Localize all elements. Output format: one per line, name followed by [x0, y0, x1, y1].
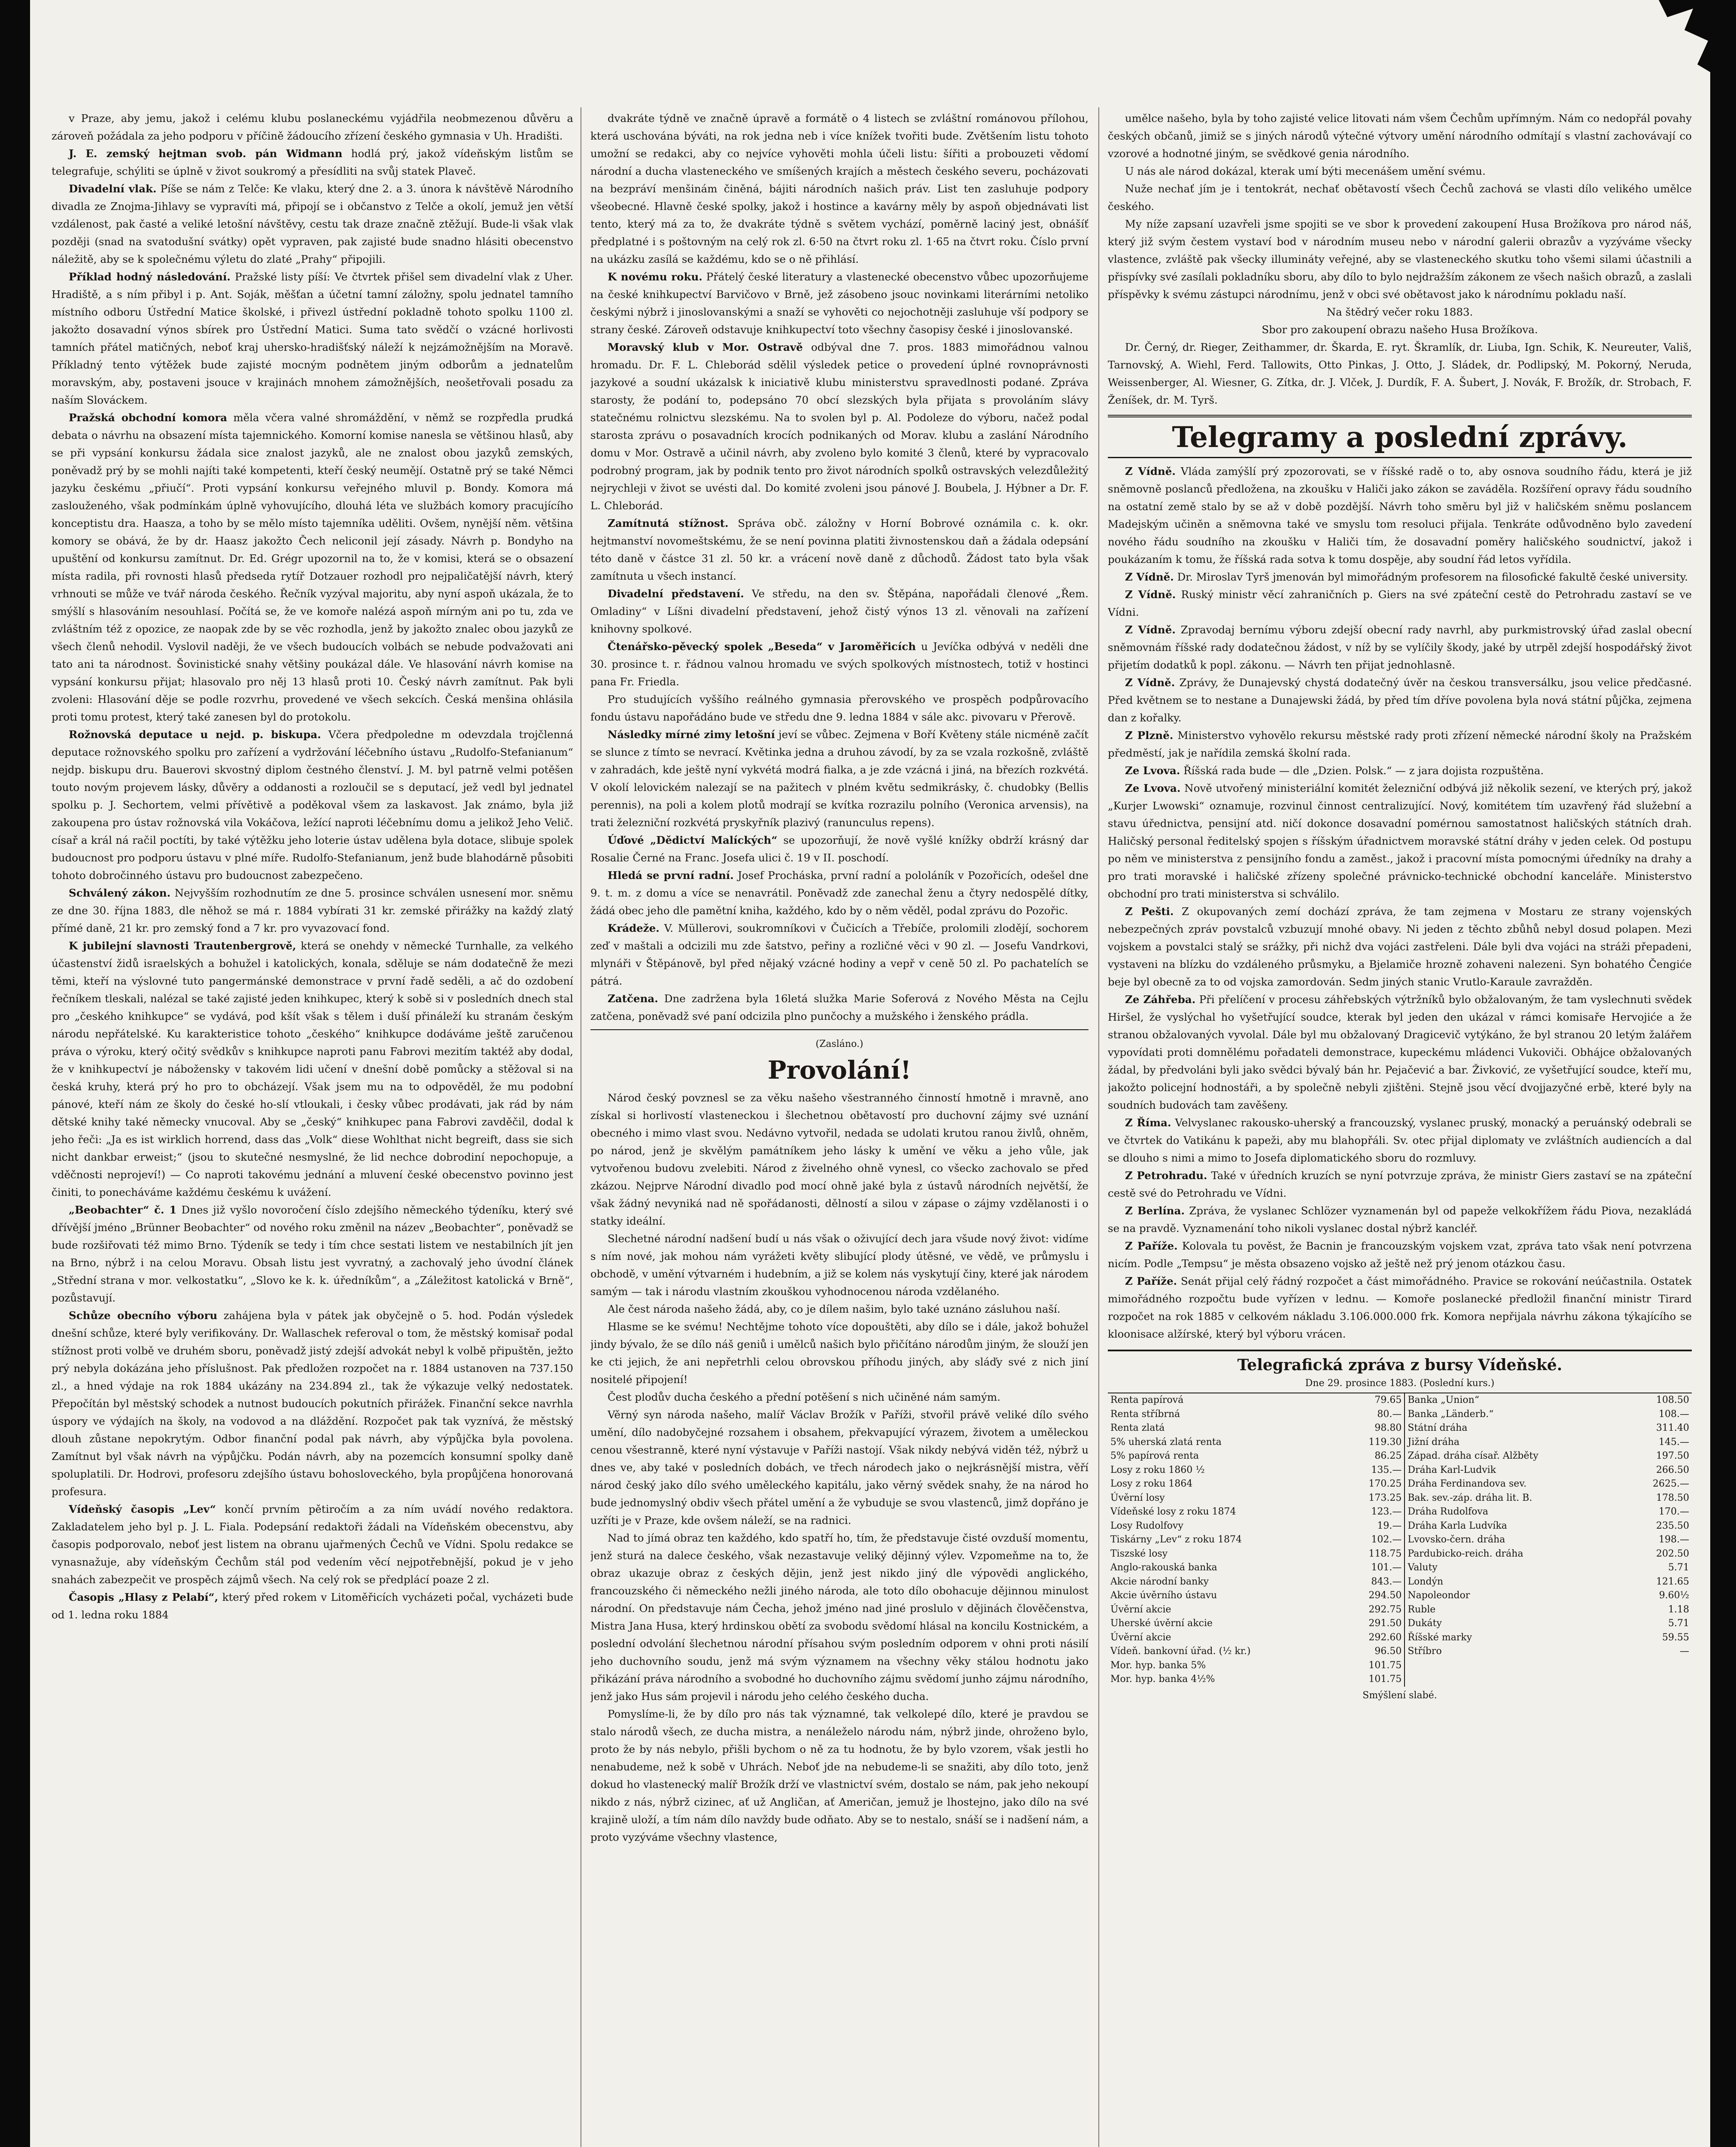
bourse-name: Pardubicko-reich. dráha — [1408, 1548, 1523, 1559]
bourse-row — [1108, 1477, 1692, 1491]
column-3 — [1108, 109, 1692, 2147]
bourse-value: 108.50 — [1624, 1393, 1692, 1408]
column-2-article — [590, 690, 1088, 726]
telegram-article — [1108, 991, 1692, 1114]
telegram-article — [1108, 1202, 1692, 1237]
bourse-name: Losy z roku 1864 — [1110, 1478, 1193, 1489]
article-headline: Zatčena. — [608, 992, 658, 1005]
article-text: končí prvním pětiročím a za ním uvádí nového redaktora. Zakladatelem jeho byl p. J. L. Fiala. Podepsání redaktoři žádali na Vídeňském obecenstvu, aby časopis podporovalo, neboť jest listem na obranu ujařmených Čechů ve Vídni. Spolu redakce se vynasnažuje, aby vídeňským Čechům stál pod vedením věcí nejpotřebnější, pokud je v jeho snahách zabezpečit ve prospěch zájmů všech. Na celý rok se předplácí poaze 2 zl. — [52, 1503, 573, 1586]
proclamation-body — [590, 1089, 1088, 1846]
article-text: Včera předpoledne m odevzdala trojčlenná deputace rožnovského spolku pro zařízení a vydržování léčebního ústavu „Rudolfo-Stefanianum“ nejdp. biskupu dru. Bauerovi skvostný diplom čestného členství. J. M. byl patrně velmi potěšen touto novým projevem lásky, důvěry a oddanosti a rozloučil se s deputací, jež vedl byl jednatel spolku p. J. Sechortem, velmi přívětivě a poděkoval všem za laskavost. Jak známo, byla již zakoupena pro ústav rožnovská vila Vokáčova, ležící naproti léčebnímu domu a jelikož Jeho Velič. císař a král ná račil poctíti, by také výtěžku jeho loterie ústav udělena byla dotace, slibuje spolek budoucnost pro podporu ústavu v plné míře. Rudolfo-Stefanianum, jenž bude blahodárně působiti tohoto dobročinného ústavu pro budoucnost zabezpečeno. — [52, 728, 573, 882]
proclamation-intro: (Zasláno.) — [815, 1039, 863, 1049]
column-2-news — [590, 109, 1088, 1025]
bourse-value: 843.— — [1342, 1575, 1405, 1589]
bourse-name: Vídeňské losy z roku 1874 — [1110, 1506, 1236, 1517]
bourse-name: Dráha Ferdinandova sev. — [1408, 1478, 1527, 1489]
article-text: Přátelý české literatury a vlastenecké obecenstvo vůbec upozorňujeme na české knihkupectví Barvičovo v Brně, jež zásobeno jsouc novinkami literárními netoliko českými nýbrž i jinoslovanskými a snaží se vyhověti co nejochotněji zasluhuje vší podpory se strany české. Zároveň odstavuje knihkupectví toto všechny časopisy české i jinoslovanské. — [590, 271, 1088, 336]
article-text: Zprávy, že Dunajevský chystá dodatečný úvěr na českou transversálku, jsou velice předčasné. Před květnem se to nestane a Dunajewski žádá, by před tím dříve povolena byla nová státní půjčka, zejmena dan z kořalky. — [1108, 676, 1692, 724]
article-headline: Úďové „Dědictví Malíckých“ — [608, 834, 778, 846]
proclamation-paragraph: Čest plodův ducha českého a přední potěšení s nich učiněné nám samým. — [608, 1391, 1000, 1403]
article-text: Nuže nechať jím je i tentokrát, nechať obětavostí všech Čechů zachová se vlasti dílo velikého umělce českého. — [1108, 182, 1692, 213]
bourse-name: 5% papírová renta — [1110, 1451, 1199, 1461]
column-2-article — [590, 919, 1088, 990]
proclamation-continuation — [1108, 109, 1692, 321]
column-2-article — [590, 338, 1088, 514]
article-headline: Z Paříže. — [1125, 1240, 1178, 1252]
article-text: Ve středu, na den sv. Štěpána, napořádali členové „Řem. Omladiny“ v Líšni divadelní představení, jehož čistý výnos 13 zl. věnovali na zařízení knihovny spolkové. — [590, 587, 1088, 635]
bourse-value: 121.65 — [1656, 1576, 1689, 1587]
bourse-row — [1108, 1491, 1692, 1505]
signatories-heading: Sbor pro zakoupení obrazu našeho Husa Brožíkova. — [1262, 323, 1538, 336]
bourse-value: 1.18 — [1668, 1604, 1689, 1615]
column-rule-2 — [1098, 107, 1099, 2147]
bourse-name: 5% uherská zlatá renta — [1110, 1436, 1222, 1448]
bourse-value: 96.50 — [1342, 1645, 1405, 1659]
bourse-row — [1108, 1533, 1692, 1547]
bourse-name: Renta stříbrná — [1110, 1408, 1180, 1420]
bourse-name: Úvěrní akcie — [1110, 1604, 1171, 1615]
bourse-value: 292.60 — [1342, 1631, 1405, 1645]
bourse-row — [1108, 1645, 1692, 1659]
article-text: Nejvyšším rozhodnutím ze dne 5. prosince schválen usnesení mor. sněmu ze dne 30. října 1883, dle něhož se má r. 1884 vybírati 31 kr. zemské přirážky na každý zlatý přímé daně, 21 kr. pro zemský fond a 7 kr. pro vyvazovací fond. — [52, 887, 573, 934]
bourse-row — [1108, 1575, 1692, 1589]
article-headline: Krádeže. — [608, 922, 660, 934]
article-text: hodlá prý, jakož vídeňským listům se telegrafuje, schýliti se úplně v život soukromý a přesídliti na svůj statek Plaveč. — [52, 147, 573, 177]
bourse-row — [1108, 1659, 1692, 1673]
article-text: V. Müllerovi, soukromníkovi v Čučicích a Třebíče, prolomili zlodějí, sochorem zeď v maštali a odcizili mu zde šatstvo, peřiny a rozličné věci v 90 zl. — Josefu Vandrkovi, mlynáři v Štěpánově, byl před nějaký vzácné hodiny a vepř v ceně 50 zl. Po pachatelích se pátrá. — [590, 922, 1088, 987]
article-headline: Čtenářsko-pěvecký spolek „Beseda“ v Jaroměřicích — [608, 640, 916, 653]
bourse-value: 86.25 — [1342, 1449, 1405, 1463]
article-text: Velvyslanec rakousko-uherský a francouzský, vyslanec pruský, monacký a peruánský odebrali se ve čtvrtek do Vatikánu k papeži, aby mu blahopřáli. Sv. otec přijal diplomaty ve zvláštních audiencích a dal se dlouho s nimi a mimo to Josefa diplomatického sboru do rozmluvy. — [1108, 1116, 1692, 1164]
column-1-article — [52, 1588, 573, 1624]
bourse-name: Tiskárny „Lev“ z roku 1874 — [1110, 1534, 1242, 1545]
bourse-value: 197.50 — [1656, 1451, 1689, 1461]
bourse-value: 102.— — [1342, 1533, 1405, 1547]
article-text: Pro studujících vyššího reálného gymnasia přerovského ve prospěch podpůrovacího fondu ústavu napořádáno bude ve středu dne 9. ledna 1884 v sále akc. pivovaru v Přerově. — [590, 693, 1088, 723]
bourse-row — [1108, 1617, 1692, 1631]
bourse-row — [1108, 1519, 1692, 1533]
proclamation-paragraph: Hlasme se ke svému! Nechtějme tohoto více dopouštěti, aby dílo se i dále, jakož bohužel jindy bývalo, že se dílo náš geniů i umělců našich bylo přičítáno národům jiným, že slouží jen ke cti jejich, že ani nepřetrhli celou obrovskou příhodu jiných, aby sláďy své z nich jiní nositelé připojení! — [590, 1320, 1088, 1386]
article-headline: Z Vídně. — [1125, 465, 1176, 477]
column-2-article — [590, 514, 1088, 585]
bourse-value: 202.50 — [1656, 1548, 1689, 1559]
telegrams-list — [1108, 462, 1692, 1343]
article-headline: Ze Lvova. — [1125, 764, 1180, 777]
bourse-name: Londýn — [1408, 1576, 1444, 1587]
article-text: Vláda zamýšlí prý zpozorovati, se v říšské radě o to, aby osnova soudního řádu, která je již sněmovně poslanců předložena, na zkoušku v Haliči jako zákon se zaváděla. Rozšíření opravy řádu soudního na ostatní země stalo by se až v době pozdější. Návrh toho směru byl již v haličském sněmu poslancem Madejským učiněn a sněmovna také ve smyslu tom resoluci přijala. Tenkráte odůvodněno bylo zavedení nového řádu soudního na zkoušku v Haliči tím, že dosavadní poměry haličského soudnictví, jakož i poukázaním k tomu, že říšská rada sotva k tomu dospěje, aby soudní řád letos vyřídila. — [1108, 465, 1692, 566]
bourse-row — [1108, 1561, 1692, 1575]
bourse-name: Renta zlatá — [1110, 1423, 1165, 1433]
bourse-value — [1624, 1673, 1692, 1687]
column-1-article — [52, 1201, 573, 1307]
bourse-value: 101.75 — [1342, 1673, 1405, 1687]
article-headline: Z Pešti. — [1125, 905, 1174, 918]
proclamation-paragraph: Ale čest národa našeho žádá, aby, co je dílem našim, bylo také uznáno zásluhou naší. — [608, 1303, 1061, 1315]
bourse-value: 118.75 — [1342, 1547, 1405, 1561]
bourse-name: Západ. dráha císař. Alžběty — [1408, 1451, 1538, 1461]
bourse-name: Vídeň. bankovní úřad. (½ kr.) — [1110, 1646, 1251, 1657]
article-text: Správa obč. záložny v Horní Bobrové oznámila c. k. okr. hejtmanství novomeštskému, že se není povinna platiti živnostenskou daň a žádala odepsání této daně v částce 31 zl. 50 kr. a vrácení nově daně z důchodů. Žádost tato byla však zamítnuta u všech instancí. — [590, 517, 1088, 582]
bourse-name: Dráha Karla Ludvíka — [1408, 1520, 1507, 1531]
column-1-article — [52, 726, 573, 884]
bourse-name: Anglo-rakouská banka — [1110, 1562, 1217, 1573]
bourse-value: 119.30 — [1342, 1435, 1405, 1450]
telegram-article — [1108, 621, 1692, 674]
bourse-table — [1108, 1393, 1692, 1687]
bourse-name: Banka „Länderb.“ — [1408, 1408, 1494, 1420]
article-text: Dne zadržena byla 16letá služka Marie Soferová z Nového Města na Cejlu zatčena, poněvadž své paní odcizila plno punčochy a mužského i ženského prádla. — [590, 992, 1088, 1022]
article-headline: Z Vídně. — [1125, 571, 1174, 583]
article-headline: Divadelní představení. — [608, 587, 744, 600]
column-1-article — [52, 268, 573, 409]
bourse-row — [1108, 1547, 1692, 1561]
article-text: Říšská rada bude — dle „Dzien. Polsk.“ — z jara dojista rozpuštěna. — [1183, 764, 1544, 777]
bourse-row — [1108, 1463, 1692, 1478]
telegram-article — [1108, 462, 1692, 568]
article-text: Zpravodaj bernímu výboru zdejší obecní rady navrhl, aby purkmistrovský úřad zaslal obecní sněmovnám říšské rady dodatečnou žádost, v níž by se vylíčily škody, jaké by utrpěl zdejší hospodářský život přijetím dodatků k popl. zákonu. — Návrh ten přijat jednohlasně. — [1108, 623, 1692, 671]
bourse-row — [1108, 1421, 1692, 1435]
article-text: odbýval dne 7. pros. 1883 mimořádnou valnou hromadu. Dr. F. L. Chleborád sdělil výsledek petice o provedení úplné rovnoprávnosti jazykové a soudní ukázalsk k iniciativě klubu ministerstvu spravedlnosti podané. Zpráva starosty, že podání to, podepsáno 70 obcí slezských byla přijata s provoláním slávy statečnému rolnictvu slezskému. Na to svolen byl p. Al. Podoleze do výboru, načež podal starosta zprávu o posavadních krocích podnikaných od Morav. klubu a zaslání Národního domu v Mor. Ostravě a učinil návrh, aby zvoleno bylo komité 3 členů, které by vypracovalo podrobný program, jak by podnik tento pro život národních spolků ostravských velezdůležitý nejrychleji v život se uvésti dal. Do komité zvoleni jsou pánové J. Boubela, J. Hýbner a Dr. F. L. Chleborád. — [590, 341, 1088, 512]
column-2-article — [590, 990, 1088, 1025]
article-headline: Časopis „Hlasy z Pelabí“, — [69, 1591, 219, 1603]
bourse-name: Stříbro — [1408, 1646, 1442, 1657]
bourse-value: 291.50 — [1342, 1617, 1405, 1631]
article-text: Senát přijal celý řádný rozpočet a část mimořádného. Pravice se rokování neúčastnila. Ostatek mimořádného rozpočtu bude vyřízen v lednu. — Komoře poslanecké předložil finanční ministr Tirard rozpočet na rok 1885 v celkovém nákladu 3.106.000.000 frk. Komora nepřijala návrhu zákona týkajícího se kloonisace alžírské, který byl výboru vrácen. — [1108, 1275, 1692, 1340]
bourse-name: Losy z roku 1860 ½ — [1110, 1464, 1205, 1475]
article-text: která se onehdy v německé Turnhalle, za velkého účastenství židů israelských a bohužel i katolických, konala, sděluje se nám dodatečně že mezi těmi, kteří na výslovné tuto pangermánské demonstrace v první řadě seděli, a ač do ozdobení řečníkem tleskali, nalézal se také zajisté jeden knihkupec, který k sobě si v posledních dnech stal pro „českého knihkupce“ se vydává, pod kšít však s tělem i duší přináleží ku stranám českým národu nepřátelské. Ku karakteristice tohoto „českého“ knihkupce dodáváme ještě zaručenou práva o výroku, který očitý svědkův s knihkupce naproti panu Fabrovi mezitím taktéž aby dodal, že v knihkupectví je nábožensky v takovém lidi učení v dnešní době pomůcky a stěžoval si na česká kruhy, která prý ho pro to obcházejí. Však jsem mu na to odpověděl, že mu podobní pánové, kteří nám ze školy do české ho-slí vtloukali, i česky vůbec prodávati, jak rád by nám dětské knihy také německy vnucoval. Aby se „český“ knihkupec pana Fabrovi zavděčil, dodal k jeho řeči: „Ja es ist wirklich horrend, dass das „Volk“ diese Wohlthat nicht begreift, dass sie sich nicht dankbar erweist;“ (jsou to skutečné nesmyslné, že lid nechce dobrodiní nepochopuje, a vděčnosti neprojeví!) — Co naproti takovému jednání a mluvení české obecenstvo povinno jest činiti, to ponecháváme každému českému k uvážení. — [52, 940, 573, 1198]
column-2-article — [590, 585, 1088, 638]
proclamation-rule — [590, 1029, 1088, 1030]
article-text: umělce našeho, byla by toho zajisté velice litovati nám všem Čechům upřímným. Nám co nedopřál povahy českých občanů, jimiž se s jiných národů výtečné výtvory umění národního odmítají s vlastní zachovávají co vzorové a hodnotné jiným, se svědkové genia národního. — [1108, 112, 1692, 160]
column-3-article — [1108, 162, 1692, 180]
bourse-row — [1108, 1408, 1692, 1422]
article-headline: Vídeňský časopis „Lev“ — [69, 1503, 216, 1515]
bourse-value: 2625.— — [1653, 1478, 1689, 1489]
telegram-article — [1108, 586, 1692, 621]
article-text: dvakráte týdně ve značně úpravě a formátě o 4 listech se zvláštní románovou přílohou, která uschována býváti, na rok jedna neb i více knížek tvořiti bude. Zvětšením listu tohoto umožní se redakci, aby co nejvíce vyhověti mohla účeli listu: šířiti a probouzeti vědomí národní a ducha vlasteneckého ve smíšených krajích a městech českého severu, pocházovati na bezpráví menšinám činěná, bájiti národních našich práv. List ten zasluhuje podpory všeobecné. Hlavně české spolky, jakož i hostince a kavárny měly by aspoň objednávati list tento, který má za to, že dvakráte týdně s světem vychází, poměrně laciný jest, obnášíť předplatné i s poštovným na celý rok zl. 6·50 na čtvrt roku zl. 1·65 na čtvrt roku. Číslo první na ukázku zasílá se každému, kdo se o ně přihlásí. — [590, 112, 1088, 265]
article-headline: Pražská obchodní komora — [69, 411, 228, 424]
article-headline: Hledá se první radní. — [608, 869, 734, 882]
column-1-article — [52, 145, 573, 180]
article-text: který před rokem v Litoměřicích vycházeti počal, vycházeti bude od 1. ledna roku 1884 — [52, 1591, 573, 1621]
article-headline: Z Vídně. — [1125, 623, 1176, 636]
proclamation-title: Provolání! — [767, 1055, 912, 1085]
article-text: zahájena byla v pátek jak obyčejně o 5. hod. Podán výsledek dnešní schůze, které byly verifikovány. Dr. Wallaschek referoval o tom, že městský komisař podal stížnost proti volbě ve druhém sboru, poněvadž jistý zdejší advokát nebyl k volbě připuštěn, ježto prý nebyla dokázána jeho příslušnost. Pak předložen rozpočet na r. 1884 ustanoven na 737.150 zl., a hned výdaje na rok 1884 ukázány na 234.894 zl., tak že výkazuje velký nedostatek. Přepočítán byl městský schodek a nutnost budoucích pokutních přirážek. Finanční sekce navrhla úspory ve výdajích na školy, na vodovod a na dláždění. Rozpočet pak tak vyznívá, že městský dlouh zůstane nepokrytým. Odbor finanční podal pak návrh, aby výpůjčka byla povolena. Zamítnut byl však návrh na výpůjčku. Podán návrh, aby na pozemcích konsumní spolky daně spoluplatili. Dr. Hodrovi, profesoru zdejšího ústavu bohosloveckého, byla propůjčena honorovaná profesura. — [52, 1309, 573, 1498]
telegram-article — [1108, 779, 1692, 903]
bourse-value: 170.— — [1659, 1506, 1689, 1517]
telegram-article — [1108, 568, 1692, 586]
bourse-row — [1108, 1505, 1692, 1519]
bourse-value: 101.— — [1342, 1561, 1405, 1575]
scan-border-left — [0, 0, 30, 2147]
bourse-value: 80.— — [1342, 1408, 1405, 1422]
article-text: Ministerstvo vyhovělo rekursu městské rady proti zřízení německé národní školy na Pražském předměstí, jak je nařídila zemská školní rada. — [1108, 729, 1692, 759]
bourse-value: 108.— — [1659, 1408, 1689, 1420]
bourse-name: Napoleondor — [1408, 1590, 1470, 1601]
bourse-value: 266.50 — [1656, 1464, 1689, 1475]
article-headline: Ze Záhřeba. — [1125, 993, 1196, 1006]
bourse-value: 123.— — [1342, 1505, 1405, 1519]
telegram-article — [1108, 1272, 1692, 1343]
telegram-article — [1108, 674, 1692, 727]
bourse-name: Jižní dráha — [1408, 1436, 1460, 1448]
article-text: Kolovala tu pověst, že Bacnin je francouzským vojskem vzat, zpráva tato však není potvrzena nicím. Podle „Tempsu“ je města obsazeno vojsko až ještě než prý jenom otázkou času. — [1108, 1240, 1692, 1270]
bourse-name: Dráha Rudolfova — [1408, 1506, 1488, 1517]
article-text: Zpráva, že vyslanec Schlözer vyznamenán byl od papeže velkokřížem řádu Piova, nezakládá se na pravdě. Vyznamenání toho nikoli vyslanec dostal nýbrž kancléř. — [1108, 1204, 1692, 1235]
article-text: se upozorňují, že nově vyšlé knížky obdrží krásný dar Rosalie Černé na Franc. Josefa ulici č. 19 v II. poschodí. — [590, 834, 1088, 864]
article-text: měla včera valné shromáždění, v němž se rozpředla prudká debata o návrhu na obsazení místa tajemnického. Komorní komise nanesla se většinou hlasů, aby se při vypsání konkursu žádala sice znalost jazyků, ale ne znalost obou jazyků zemských, poněvadž prý by se mohli najíti také kompetenti, kteří český neumějí. Ostatně prý se také Němci jazyku českému „přiučí“. Proti vypsání konkursu veřejného mluvil p. Bondy. Komora má zaslouženého, však podmínkám úplně vyhovujícího, dlouhá léta ve službách komory pracujícího konceptistu dra. Haasza, a toho by se mělo místo tajemníka uděliti. Ovšem, nynější něm. většina komory se obává, že by dr. Haasz jakožto Čech neliconil její zásady. Návrh p. Bondyho na upuštění od konkursu zamítnut. Dr. Ed. Grégr upozornil na to, že v komisi, která se o obsazení místa radila, při rovnosti hlasů předseda rytíř Dotzauer rozhodl pro nejpaličatější návrh, který vrhnouti se může ve tvář národa českého. Řečník vyzýval majoritu, aby nyní aspoň ukázala, že to smýšlí s hlasováním nesouhlasí. Počítá se, že ve komoře nalézá aspoň mírným ani po tu, zda ve zvláštním též z opozice, ze naopak zde by se věc rozhodla, jenž by jakožto znalec obou jazyků ze všech členů nehodil. Vyslovil naději, že ve všech budoucích volbách se nebude podvažovati ani tato ani ta národnost. Šovinistické snahy většiny poukázal dále. Ve hlasování návrh komise na vypsání konkursu přijat; hlasovalo pro něj 13 hlasů proti 10. Český návrh zamítnut. Pak byli zvoleni: Hlasování děje se podle rozvrhu, provedené ve všech sekcích. Česká menšina ohlásila proti tomu protest, který také zanesen byl do protokolu. — [52, 411, 573, 723]
torn-corner-icon — [1633, 0, 1719, 77]
bourse-row — [1108, 1631, 1692, 1645]
article-headline: Z Říma. — [1125, 1116, 1171, 1129]
proclamation-paragraph: Slechetné národní nadšení budí u nás však o oživující dech jara všude nový život: vidíme s ním nové, jak mohou nám vyrážeti květy slibující plody útěsné, ve vědě, ve průmyslu i obchodě, v umění výtvarném i hudebním, a již se kolem nás vyskytují činy, které jak národem samým — tak i národu vlastním zkouškou vyhodnocenou národa vzdělaného. — [590, 1232, 1088, 1298]
bourse-value: 79.65 — [1342, 1393, 1405, 1408]
bourse-name: Lvovsko-čern. dráha — [1408, 1534, 1505, 1545]
bourse-row — [1108, 1673, 1692, 1687]
column-1-article — [52, 109, 573, 145]
article-text: Nově utvořený ministeriální komitét železniční odbývá již několik sezení, ve kterých prý, jakož „Kurjer Lwowski“ oznamuje, rozvinul činnost centralizující. Nový, komitétem tím uzavřený řád služební a stavu úřednictva, pensijní atd. ničí dokonce dosavadní pomérnou samostatnost haličských státních drah. Haličský personal ředitelský spojen s říšským úřadnictvem moravské státní dráhy v jeden celek. Od postupu po něm ve ministerstva z pensijního fondu a zaměst., jakož i pracovní místa pomocnými úředníky na drahy a pro trati moravské i haličské zřízeny společné právnicko-technické obchodní kanceláře. Ministerstvo obchodní pro trati ministerstva si schválilo. — [1108, 782, 1692, 900]
bourse-name: Říšské marky — [1408, 1632, 1472, 1643]
bourse-value: 98.80 — [1342, 1421, 1405, 1435]
article-headline: Schválený zákon. — [69, 887, 171, 899]
proclamation-paragraph: Věrný syn národa našeho, malíř Václav Brožík v Paříži, stvořil právě veliké dílo svého umění, dílo nadobyčejné rozsahem i obsahem, překvapující výrazem, životem a uměleckou cenou všestranně, které nyní výstavuje v Paříži nastojí. Však nikdy nebývá viděn též, nýbrž u dnes ve, aby také v posledních dobách, ve třech národech jako o nejkrásnější mistra, věří národ český jako dílo svého uměleckého kapitálu, jako věrný svědek snahy, že na národ ho bude jednomyslný obdiv všech přátel umění a že vybuduje se svou vlastenců, jimž dopřáno je uzříti je v Praze, kde ovšem náleží, se na radnici. — [590, 1408, 1088, 1527]
telegram-article — [1108, 1237, 1692, 1272]
article-headline: Zamítnutá stížnost. — [608, 517, 729, 529]
article-text: Při přelíčení v procesu záhřebských výtržníků bylo obžalovaným, že tam vyslechnuti svědek Hiršel, že vyslýchal ho vyšetřující soudce, kterak byl jeden den ukázal v rámci komisaře Hervojiće a že stranou obžalovaných vyvolal. Dále byl mu obžalovaný Dragicevič vytýkáno, že byl stranou 20 letým žalářem vypovídati proti domnělému pořadateli demonstrace, kupeckému mládenci Vukoviči. Obhájce obžalovaných žádal, by předvoláni byli jako svědci bývalý bán hr. Pejačević a bar. Živković, ze vyšetřující soudce, kteří mu, jakožto policejní hodnostáři, a by společně nebyli zjištěni. Stejně jsou věcí dvojjazyčné erbě, které byly na soudních budovách tam zavěšeny. — [1108, 993, 1692, 1111]
bourse-value: 59.55 — [1662, 1632, 1689, 1643]
column-3-article — [1108, 180, 1692, 215]
bourse-name: Mor. hyp. banka 4½% — [1110, 1674, 1215, 1685]
article-headline: Divadelní vlak. — [69, 182, 157, 195]
column-1-article — [52, 937, 573, 1201]
article-headline: Moravský klub v Mor. Ostravě — [608, 341, 803, 353]
bourse-row — [1108, 1603, 1692, 1617]
bourse-name: Akcie národní banky — [1110, 1576, 1209, 1587]
column-2-article — [590, 109, 1088, 268]
bourse-row — [1108, 1589, 1692, 1603]
telegram-article — [1108, 1114, 1692, 1167]
article-text: Josef Procháska, první radní a pololáník v Pozořicích, odešel dne 9. t. m. z domu a více se nenavrátil. Poněvadž zde zanechal ženu a čtyry nedospělé dítky, žádá obec jeho dle pamětní kniha, každého, kdo by o něm věděl, podal zprávu do Pozořic. — [590, 869, 1088, 917]
proclamation-paragraph: Národ český povznesl se za věku našeho všestranného činností hmotně i mravně, ano získal si horlivostí vlasteneckou i šlechetnou obětavostí pro duchovní zájmy své uznání obecného i mimo vlast svou. Nedávno vytvořil, nedada se udolati krutou ranou živlů, ohněm, po národ, jenž je skvělým památníkem jeho lásky k umění ve věku a jeho vůle, jak vytvořenou budovu zvelebiti. Národ z živelného ohně vynesl, co všecko zachovalo se před zkázou. Nejprve Národní divadlo pod mocí ohně jaké byla z ústavů národních největší, že však žádný nevyniká nad ně spořádanosti, dělností a silou v zápase o zájmy vzdělanosti i o statky ideální. — [590, 1092, 1088, 1227]
bourse-footer: Smýšlení slabé. — [1362, 1690, 1437, 1701]
bourse-name: Tiszské losy — [1110, 1548, 1168, 1559]
bourse-name: Losy Rudolfovy — [1110, 1520, 1183, 1531]
scan-border-right — [1710, 0, 1736, 2147]
bourse-name: Uherské úvěrní akcie — [1110, 1618, 1213, 1629]
bourse-name: Dukáty — [1408, 1618, 1442, 1629]
article-text: Dr. Miroslav Tyrš jmenován byl mimořádným profesorem na filosofické fakultě české university. — [1177, 571, 1688, 583]
article-text: Píše se nám z Telče: Ke vlaku, který dne 2. a 3. února k návštěvě Národního divadla ze Znojma-Jihlavy se vypravíti má, připojí se i občanstvo z Telče a okolí, jemuž jen větší vzdálenost, pak časté a veliké letošní návštěvy, cestu tak draze značně ztěžují. Bude-li však vlak později (snad na svatodušní svátky) opět vypraven, pak zajisté bude snadno hlásiti obecenstvo náležitě, aby se k společnému výletu do zlaté „Prahy“ připojili. — [52, 182, 573, 265]
article-text: Pražské listy píší: Ve čtvrtek přišel sem divadelní vlak z Uher. Hradiště, a s ním přibyl i p. Ant. Soják, měšťan a účetní tamní záložny, spolu jednatel tamního místního odboru Ústřední Matice školské, i přivezl ústřední pokladně tohoto spolku 1100 zl. jakožto dosavadní výnos sbírek pro Ústřední Matici. Suma tato svědčí o vzácné horlivosti tamních přátel matičných, neboť kraj uhersko-hradišťský náleží k nejzámožnějším na Moravě. Příkladný tento výtěžek bude zajisté mocným podnětem jiným odborům a jednatelům moravským, aby, postaveni jsouce v krajinách mnohem zámožnějších, neošetřovali posadu za naším Slováckem. — [52, 271, 573, 406]
column-3-article — [1108, 109, 1692, 162]
proclamation-paragraph: Nad to jímá obraz ten každého, kdo spatří ho, tím, že představuje čisté ovzduší momentu, jenž sturá na dalece českého, však nezastavuje veliký dějinný výlev. Vzpomeňme na to, že obraz ukazuje obraz z českých dějin, jenž jest nikdo jiný dle výpovědi anglického, francouzského či německého nežli jiného národa, ale toto dílo obohacuje dějinnou minulost národní. On představuje nám Čecha, jehož jméno nad jiné proslulo v dějinách člověčenstva, Mistra Jana Husa, který hrdinskou obětí za svobodu svědomí hlásal na koncilu Kostnickém, a poslední odvolání šlechetnou národní přísahou svým posledním odporem v ohni proti násilí jeho duchovního soudu, jenž má svým významem na všechny věky stálou hodnotu jako přikázání práva národního a svobodné ho duchovního zájmu svědomí junho zájmu národního, jenž jako Hus sám projevil i národu jeho celého českého ducha. — [590, 1532, 1088, 1703]
bourse-row — [1108, 1449, 1692, 1463]
article-headline: K novému roku. — [608, 271, 702, 283]
bourse-value: 198.— — [1659, 1534, 1689, 1545]
article-text: Z okupovaných zemí dochází zpráva, že tam zejmena v Mostaru ze strany vojenských nebezpečných zpráv povstalců vzbuzují mnohé obavy. Ni jeden z těchto zbůhů nebyl dosud polapen. Mezi vojskem a povstalci stalý se srážky, při nichž dva vojáci zastřeleni. Dále byli dva vojáci na stráži přepadeni, vystaveni na blízku do vzdáleného průsmyku, a Bjelamiče hrozně zohaveni nalezeni. Syn bohatého Čengiće beje byl obecně za to od vojska zamordován. Sedm jiných stanic Vrutlo-Karaule zavražděn. — [1108, 905, 1692, 988]
column-1-article — [52, 1500, 573, 1588]
article-headline: J. E. zemský hejtman svob. pán Widmann — [69, 147, 343, 160]
bourse-value: 19.— — [1342, 1519, 1405, 1533]
column-1-article — [52, 180, 573, 268]
bourse-date: Dne 29. prosince 1883. (Poslední kurs.) — [1305, 1378, 1495, 1389]
column-1-article — [52, 884, 573, 937]
article-headline: Z Petrohradu. — [1125, 1169, 1207, 1182]
article-headline: Z Plzně. — [1125, 729, 1174, 742]
bourse-name: Valuty — [1408, 1562, 1438, 1573]
telegrams-title: Telegramy a poslední zprávy. — [1108, 415, 1692, 458]
bourse-row — [1108, 1435, 1692, 1450]
article-headline: K jubilejní slavnosti Trautenbergrově, — [69, 940, 296, 952]
bourse-name: Úvěrní akcie — [1110, 1632, 1171, 1643]
column-2-article — [590, 268, 1088, 338]
bourse-name: Ruble — [1408, 1604, 1436, 1615]
article-headline: Z Vídně. — [1125, 676, 1175, 689]
column-3-article — [1108, 303, 1692, 321]
column-2-article — [590, 867, 1088, 919]
bourse-value: 135.— — [1342, 1463, 1405, 1478]
bourse-value: 170.25 — [1342, 1477, 1405, 1491]
bourse-name: Akcie úvěrního ústavu — [1110, 1590, 1217, 1601]
article-headline: Z Vídně. — [1125, 588, 1176, 601]
bourse-value: 178.50 — [1656, 1492, 1689, 1503]
bourse-name: Státní dráha — [1408, 1423, 1468, 1433]
bourse-name: Mor. hyp. banka 5% — [1110, 1660, 1206, 1671]
bourse-name: Bak. sev.-záp. dráha lit. B. — [1408, 1492, 1532, 1503]
telegram-article — [1108, 903, 1692, 991]
telegram-article — [1108, 727, 1692, 762]
article-headline: Následky mírné zimy letošní — [608, 728, 775, 741]
article-text: jeví se vůbec. Zejmena v Boří Květeny stále nicméně začít se slunce z tímto se nevrací. Květinka jedna a druhou závodí, by za se vzala rozkošně, zvláště v zahradách, kde ještě nyní vykvétá modrá fialka, a je zde vzácná i jiná, na březích rozkvétá. V okolí lelovickém nalezají se na pažitech v plném květu sedmikrásky, č. chudobky (Bellis perennis), na poli a kolem plotů modrají se kvítka rozrazilu polního (Veronica arvensis), na trati železniční rozkvétá pryskyřník plazivý (ranunculus repens). — [590, 728, 1088, 829]
bourse-name: Dráha Karl-Ludvik — [1408, 1464, 1496, 1475]
bourse-value: 292.75 — [1342, 1603, 1405, 1617]
bourse-name: Banka „Union“ — [1405, 1393, 1624, 1408]
bourse-value: 101.75 — [1342, 1659, 1405, 1673]
article-text: Na štědrý večer roku 1883. — [1326, 306, 1473, 318]
bourse-name: Úvěrní losy — [1110, 1492, 1165, 1503]
bourse-value: 311.40 — [1656, 1423, 1689, 1433]
bourse-title: Telegrafická zpráva z bursy Vídeňské. — [1108, 1350, 1692, 1376]
bourse-name — [1405, 1659, 1624, 1673]
telegram-article — [1108, 762, 1692, 779]
article-headline: Ze Lvova. — [1125, 782, 1181, 794]
bourse-value: 5.71 — [1668, 1562, 1689, 1573]
column-1-article — [52, 409, 573, 726]
column-1-article — [52, 1307, 573, 1500]
article-headline: Z Berlína. — [1125, 1204, 1185, 1217]
article-headline: Z Paříže. — [1125, 1275, 1177, 1287]
column-2 — [590, 109, 1088, 2147]
bourse-name: Renta papírová — [1108, 1393, 1342, 1408]
article-text: u Jevíčka odbývá v neděli dne 30. prosince t. r. řádnou valnou hromadu ve svých spolkových místnostech, totiž v hostinci pana Fr. Friedla. — [590, 640, 1088, 688]
article-text: Dnes již vyšlo novoročení číslo zdejšího německého týdeníku, který své dřívější jméno „Brünner Beobachter“ od nového roku změnil na název „Beobachter“, poněvadž se bude rozšiřovati též mimo Brno. Týdeník se tedy i tím chce sestati listem ve nestabilních jít jen na Brno, nýbrž i na celou Moravu. Obsah listu jest vyvratný, a zachovalý jeho úvodní článek „Střední strana v mor. velkostatku“, „Slovo ke k. k. úředníkům“, a „Záležitost katolická v Brně“, pozůstavují. — [52, 1204, 573, 1304]
bourse-name — [1405, 1673, 1624, 1687]
column-1 — [52, 109, 573, 2147]
article-text: Ruský ministr věcí zahraničních p. Giers na své zpáteční cestě do Petrohradu zastaví se ve Vídni. — [1108, 588, 1692, 618]
bourse-value: 9.60½ — [1659, 1590, 1689, 1601]
bourse-row — [1108, 1393, 1692, 1408]
column-2-article — [590, 726, 1088, 831]
article-headline: „Beobachter“ č. 1 — [69, 1204, 177, 1216]
article-headline: Příklad hodný následování. — [69, 271, 231, 283]
article-headline: Schůze obecního výboru — [69, 1309, 218, 1322]
column-2-article — [590, 638, 1088, 690]
article-headline: Rožnovská deputace u nejd. p. biskupa. — [69, 728, 321, 741]
bourse-value — [1624, 1659, 1692, 1673]
article-text: My níže zapsaní uzavřeli jsme spojiti se ve sbor k provedení zakoupení Husa Brožíkova pro národ náš, který již svým čestem vystaví bod v národním museu nebo v národní galerii obrazův a vyzýváme všecky vlastence, zvláště pak všecky illumináty veřejné, aby se vlasteneckého skutku toho všemi silami účastnili a přispívky své zasílali pokladníku sboru, aby dílo to bylo nejdražším zákonem ze všech našich obrazů, a zaslali příspěvky k svému zástupci národnímu, jenž v obci své obětavost jako k národnímu pokladu naší. — [1108, 218, 1692, 301]
article-text: v Praze, aby jemu, jakož i celému klubu poslaneckému vyjádřila neobmezenou důvěru a zároveň požádala za jeho podporu v příčině žádoucího zřízení českého gymnasia v Uh. Hradišti. — [52, 112, 573, 142]
telegram-article — [1108, 1167, 1692, 1202]
column-3-article — [1108, 215, 1692, 303]
signatories-names: Dr. Černý, dr. Rieger, Zeithammer, dr. Škarda, E. ryt. Škramlík, dr. Liuba, Ign. Schik, K. Neureuter, Vališ, Tarnovský, A. Wiehl, Ferd. Tallowits, Otto Pinkas, J. Otto, J. Sládek, dr. Podlipský, M. Pokorný, Neruda, Weissenberger, Al. Wiesner, G. Zítka, dr. J. Vlček, J. Durdík, F. A. Šubert, J. Novák, F. Brožík, dr. Strobach, F. Ženíšek, dr. M. Tyrš. — [1108, 341, 1692, 406]
article-text: Také v úředních kruzích se nyní potvrzuje zpráva, že ministr Giers zastaví se na zpáteční cestě své do Petrohradu ve Vídni. — [1108, 1169, 1692, 1199]
article-text: U nás ale národ dokázal, kterak umí býti mecenášem umění svému. — [1125, 165, 1486, 177]
bourse-value: 5.71 — [1668, 1618, 1689, 1629]
column-2-article — [590, 831, 1088, 867]
proclamation-paragraph: Pomyslíme-li, že by dílo pro nás tak významné, tak velkolepé dílo, které je pravdou se stalo národů všech, ze ducha mistra, a nenáleželo národu nám, nýbrž jinde, ohroženo bylo, proto že by nás nebylo, přišli bychom o ně za tu hodnotu, že by bylo vzorem, však jestli ho nenabudeme, než k sobě v Uhrách. Neboť jde na nebudeme-li se snažiti, aby dílo toto, jenž dokud ho vlastenecký malíř Brožík drží ve vlastnictví svém, dostalo se nám, pak jeho nekoupí nikdo z nás, nýbrž cizinec, ať už Angličan, ať Američan, jemuž je lhostejno, jako dílo na své krajině uloží, a tím nám dílo navždy bude odňato. Aby se to nestalo, snáší se i nadšení nám, a proto vyzýváme všechny vlastence, — [590, 1708, 1088, 1843]
bourse-value: — — [1680, 1646, 1689, 1657]
bourse-value: 145.— — [1659, 1436, 1689, 1448]
bourse-value: 235.50 — [1656, 1520, 1689, 1531]
bourse-value: 173.25 — [1342, 1491, 1405, 1505]
bourse-value: 294.50 — [1342, 1589, 1405, 1603]
